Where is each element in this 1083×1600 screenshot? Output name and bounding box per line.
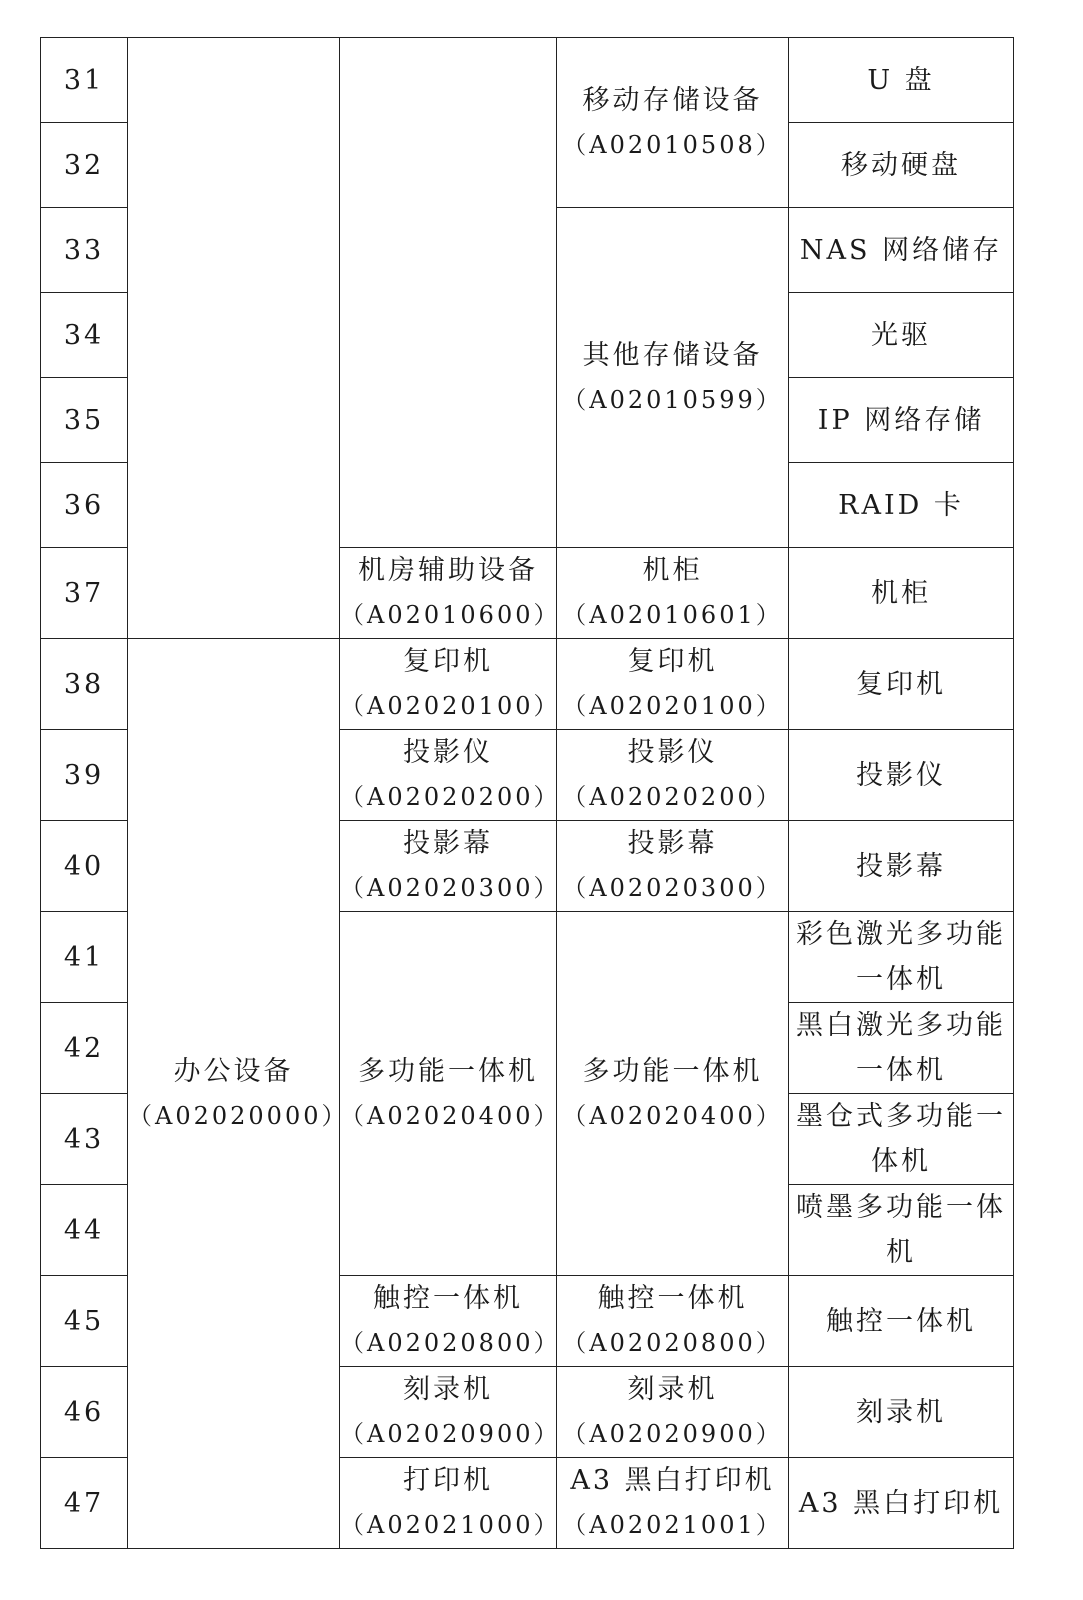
table-row bbox=[41, 639, 1014, 730]
subcategory-cell: 复印机 （A02020100） bbox=[557, 639, 789, 730]
row-number: 40 bbox=[41, 821, 128, 912]
subcategory-cell: 多功能一体机 （A02020400） bbox=[557, 912, 789, 1276]
category-cell: 触控一体机 （A02020800） bbox=[340, 1276, 557, 1367]
category-cell-empty bbox=[128, 38, 340, 639]
subcategory-cell: 触控一体机 （A02020800） bbox=[557, 1276, 789, 1367]
subcategory-cell: 其他存储设备 （A02010599） bbox=[557, 208, 789, 548]
category-cell: 打印机 （A02021000） bbox=[340, 1458, 557, 1549]
row-number: 39 bbox=[41, 730, 128, 821]
row-number: 45 bbox=[41, 1276, 128, 1367]
major-category-cell: 办公设备 （A02020000） bbox=[128, 639, 340, 1549]
category-cell-empty bbox=[340, 38, 557, 548]
subcategory-cell: 刻录机 （A02020900） bbox=[557, 1367, 789, 1458]
item-cell: 彩色激光多功能一体机 bbox=[789, 912, 1014, 1003]
catalog-table bbox=[40, 37, 1014, 1549]
row-number: 38 bbox=[41, 639, 128, 730]
item-cell: 光驱 bbox=[789, 293, 1014, 378]
table-row bbox=[41, 38, 1014, 123]
item-cell: 投影幕 bbox=[789, 821, 1014, 912]
subcategory-cell: 移动存储设备 （A02010508） bbox=[557, 38, 789, 208]
row-number: 34 bbox=[41, 293, 128, 378]
row-number: 46 bbox=[41, 1367, 128, 1458]
subcategory-cell: 机柜 （A02010601） bbox=[557, 548, 789, 639]
subcategory-cell: 投影仪 （A02020200） bbox=[557, 730, 789, 821]
row-number: 36 bbox=[41, 463, 128, 548]
category-cell: 复印机 （A02020100） bbox=[340, 639, 557, 730]
item-cell: 刻录机 bbox=[789, 1367, 1014, 1458]
item-cell: 墨仓式多功能一体机 bbox=[789, 1094, 1014, 1185]
item-cell: NAS 网络储存 bbox=[789, 208, 1014, 293]
item-cell: 投影仪 bbox=[789, 730, 1014, 821]
row-number: 32 bbox=[41, 123, 128, 208]
category-cell: 多功能一体机 （A02020400） bbox=[340, 912, 557, 1276]
item-cell: 机柜 bbox=[789, 548, 1014, 639]
row-number: 44 bbox=[41, 1185, 128, 1276]
item-cell: IP 网络存储 bbox=[789, 378, 1014, 463]
row-number: 35 bbox=[41, 378, 128, 463]
row-number: 33 bbox=[41, 208, 128, 293]
item-cell: RAID 卡 bbox=[789, 463, 1014, 548]
item-cell: 触控一体机 bbox=[789, 1276, 1014, 1367]
item-cell: 喷墨多功能一体机 bbox=[789, 1185, 1014, 1276]
item-cell: A3 黑白打印机 bbox=[789, 1458, 1014, 1549]
row-number: 37 bbox=[41, 548, 128, 639]
category-cell: 投影幕 （A02020300） bbox=[340, 821, 557, 912]
row-number: 43 bbox=[41, 1094, 128, 1185]
subcategory-cell: A3 黑白打印机 （A02021001） bbox=[557, 1458, 789, 1549]
category-cell: 机房辅助设备 （A02010600） bbox=[340, 548, 557, 639]
row-number: 42 bbox=[41, 1003, 128, 1094]
item-cell: 复印机 bbox=[789, 639, 1014, 730]
row-number: 31 bbox=[41, 38, 128, 123]
item-cell: 移动硬盘 bbox=[789, 123, 1014, 208]
category-cell: 投影仪 （A02020200） bbox=[340, 730, 557, 821]
category-cell: 刻录机 （A02020900） bbox=[340, 1367, 557, 1458]
item-cell: U 盘 bbox=[789, 38, 1014, 123]
subcategory-cell: 投影幕 （A02020300） bbox=[557, 821, 789, 912]
item-cell: 黑白激光多功能一体机 bbox=[789, 1003, 1014, 1094]
row-number: 41 bbox=[41, 912, 128, 1003]
row-number: 47 bbox=[41, 1458, 128, 1549]
